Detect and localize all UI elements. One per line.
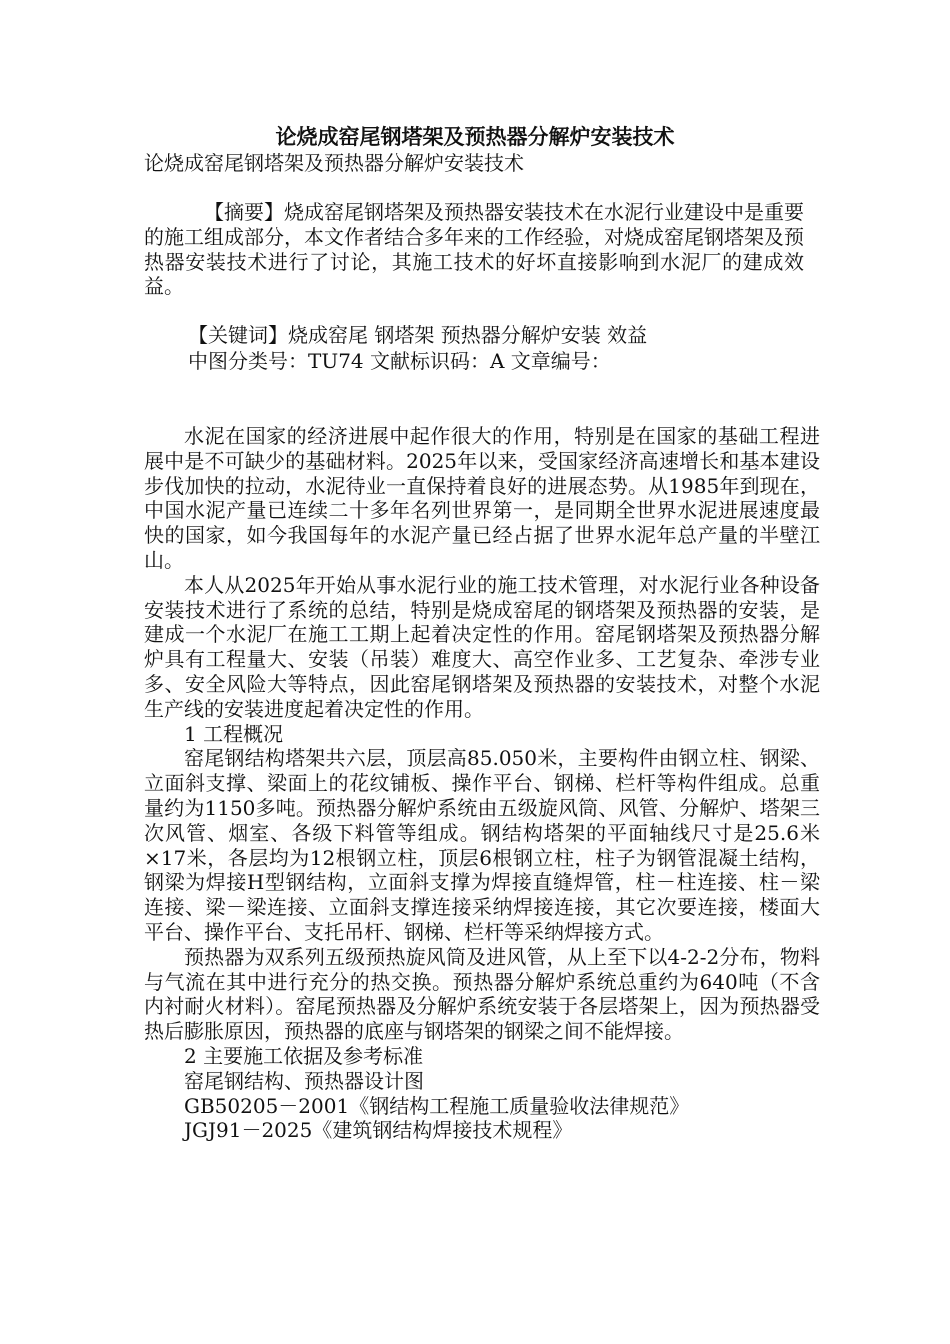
section-heading: 1 工程概况 [184,721,284,746]
reference-item: JGJ91－2025《建筑钢结构焊接技术规程》 [184,1118,573,1143]
paragraph: 水泥在国家的经济进展中起作很大的作用，特别是在国家的基础工程进展中是不可缺少的基础材料。2025年以来，受国家经济高速增长和基本建设步伐加快的拉动，水泥待业一直保持着良好的进展态势。从1985年到现在，中国水泥产量已连续二十多年名列世界第一，是同期全世界水泥进展速度最快的国家，如今我国每年的水泥产量已经占据了世界水泥年总产量的半壁江山。 [144,424,820,572]
reference-item: 窑尾钢结构、预热器设计图 [184,1068,424,1093]
body-text [144,424,820,1143]
paragraph: 窑尾钢结构塔架共六层，顶层高85.050米，主要构件由钢立柱、钢梁、立面斜支撑、梁面上的花纹铺板、操作平台、钢梯、栏杆等构件组成。总重量约为1150多吨。预热器分解炉系统由五级旋风筒、风管、分解炉、塔架三次风管、烟室、各级下料管等组成。钢结构塔架的平面轴线尺寸是25.6米×17米，各层均为12根钢立柱，顶层6根钢立柱，柱子为钢管混凝土结构，钢梁为焊接H型钢结构，立面斜支撑为焊接直缝焊管，柱－柱连接、柱－梁连接、梁－梁连接、立面斜支撑连接采纳焊接连接，其它次要连接，楼面大平台、操作平台、支托吊杆、钢梯、栏杆等采纳焊接方式。 [144,746,820,944]
keywords-line: 【关键词】烧成窑尾 钢塔架 预热器分解炉安装 效益 [188,323,648,347]
document-subtitle: 论烧成窑尾钢塔架及预热器分解炉安装技术 [144,151,524,175]
section-heading: 2 主要施工依据及参考标准 [184,1043,424,1068]
abstract-text: 【摘要】烧成窑尾钢塔架及预热器安装技术在水泥行业建设中是重要的施工组成部分，本文作者结合多年来的工作经验，对烧成窑尾钢塔架及预热器安装技术进行了讨论，其施工技术的好坏直接影响到水泥厂的建成效益。 [144,200,804,299]
paragraph: 本人从2025年开始从事水泥行业的施工技术管理，对水泥行业各种设备安装技术进行了系统的总结，特别是烧成窑尾的钢塔架及预热器的安装，是建成一个水泥厂在施工工期上起着决定性的作用。窑尾钢塔架及预热器分解炉具有工程量大、安装（吊装）难度大、高空作业多、工艺复杂、牵涉专业多、安全风险大等特点，因此窑尾钢塔架及预热器的安装技术，对整个水泥生产线的安装进度起着决定性的作用。 [144,572,820,721]
abstract-section [144,200,804,299]
classification-line: 中图分类号：TU74 文献标识码：A 文章编号： [188,349,611,373]
reference-item: GB50205－2001《钢结构工程施工质量验收法律规范》 [184,1093,690,1118]
document-title: 论烧成窑尾钢塔架及预热器分解炉安装技术 [275,125,675,149]
paragraph: 预热器为双系列五级预热旋风筒及进风管，从上至下以4-2-2分布，物料与气流在其中进行充分的热交换。预热器分解炉系统总重约为640吨（不含内衬耐火材料）。窑尾预热器及分解炉系统安装于各层塔架上，因为预热器受热后膨胀原因，预热器的底座与钢塔架的钢梁之间不能焊接。 [144,944,820,1044]
